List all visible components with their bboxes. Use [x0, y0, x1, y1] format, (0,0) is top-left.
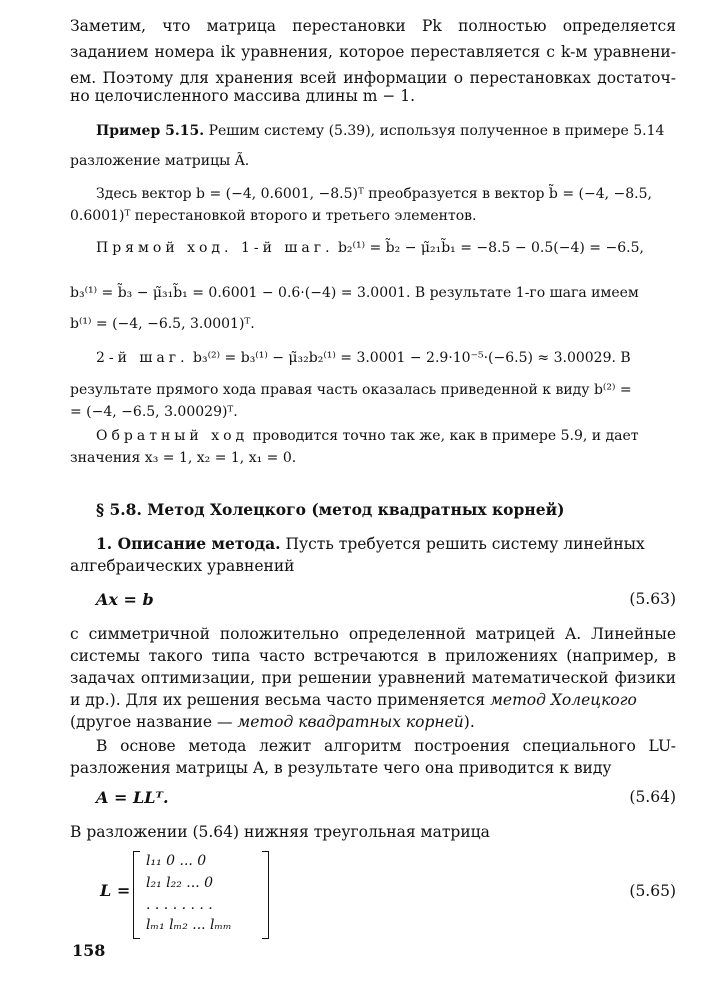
method-description-line: [96, 534, 676, 554]
text-line: с симметричной положительно определенной матрицей A. Линейные: [70, 625, 676, 643]
text-line: задачах оптимизации, при решении уравнений математической физики: [70, 669, 676, 687]
matrix-row: . . . . . . . .: [146, 897, 213, 913]
equation-number: (5.64): [629, 788, 676, 806]
text-line: но целочисленного массива длины m − 1.: [70, 87, 416, 105]
text-line: значения x₃ = 1, x₂ = 1, x₁ = 0.: [70, 450, 297, 466]
text-line: заданием номера ik уравнения, которое переставляется с k-м уравнени-: [70, 43, 676, 61]
text-line: [70, 690, 676, 710]
forward-text: b₂⁽¹⁾ = b̃₂ − μ̃₂₁b̃₁ = −8.5 − 0.5(−4) = −6.5,: [337, 240, 644, 256]
equation-number: (5.63): [629, 590, 676, 608]
text-line: b⁽¹⁾ = (−4, −6.5, 3.0001)ᵀ.: [70, 316, 255, 332]
text-line: ем. Поэтому для хранения всей информации о перестановках достаточ-: [70, 69, 676, 87]
step2-text: b₃⁽²⁾ = b₃⁽¹⁾ − μ̃₃₂b₂⁽¹⁾ = 3.0001 − 2.9·10⁻⁵·(−6.5) ≈ 3.00029. В: [193, 350, 631, 366]
step2-line: [96, 348, 676, 368]
back-text: проводится точно так же, как в примере 5.9, и дает: [252, 428, 639, 444]
matrix-L: [100, 851, 290, 941]
text-line: Заметим, что матрица перестановки Pk полностью определяется: [70, 17, 676, 35]
matrix-row: l₁₁ 0 ... 0: [146, 853, 207, 869]
text-line: [70, 712, 676, 732]
back-line: [96, 426, 676, 446]
right-bracket: [262, 851, 269, 939]
text-segment: (другое название —: [70, 713, 233, 731]
method-label: 1. Описание метода.: [96, 534, 281, 553]
text-segment: ).: [463, 713, 475, 731]
section-heading: § 5.8. Метод Холецкого (метод квадратных корней): [96, 500, 565, 519]
equation-5-64: A = LLᵀ.: [96, 788, 169, 807]
example-label: Пример 5.15.: [96, 123, 205, 139]
back-label: Обратный ход: [96, 428, 249, 444]
forward-step1-line: [96, 238, 676, 258]
text-line: алгебраических уравнений: [70, 557, 295, 575]
emphasis: метод квадратных корней: [237, 713, 464, 731]
example-line: [96, 121, 676, 141]
matrix-row: lₘ₁ lₘ₂ ... lₘₘ: [146, 917, 232, 933]
text-line: разложения матрицы A, в результате чего она приводится к виду: [70, 759, 612, 777]
page-number: 158: [72, 941, 106, 960]
text-line: разложение матрицы Ã.: [70, 153, 250, 169]
text-line: системы такого типа часто встречаются в приложениях (например, в: [70, 647, 676, 665]
text-segment: и др.). Для их решения весьма часто применяется: [70, 691, 486, 709]
equation-number: (5.65): [629, 882, 676, 900]
left-bracket: [133, 851, 140, 939]
emphasis: метод Холецкого: [490, 691, 637, 709]
text-line: Здесь вектор b = (−4, 0.6001, −8.5)ᵀ преобразуется в вектор b̃ = (−4, −8.5,: [96, 186, 652, 202]
step2-label: 2-й шаг.: [96, 350, 189, 366]
text-line: В разложении (5.64) нижняя треугольная матрица: [70, 823, 490, 841]
text-line: результате прямого хода правая часть оказалась приведенной к виду b⁽²⁾ =: [70, 382, 632, 398]
text-line: В основе метода лежит алгоритм построения специального LU-: [96, 737, 676, 755]
equation-5-63: Ax = b: [96, 590, 154, 609]
text-line: = (−4, −6.5, 3.00029)ᵀ.: [70, 404, 238, 420]
forward-label: Прямой ход. 1-й шаг.: [96, 240, 334, 256]
text-line: b₃⁽¹⁾ = b̃₃ − μ̃₃₁b̃₁ = 0.6001 − 0.6·(−4) = 3.0001. В результате 1-го шага имеем: [70, 285, 639, 301]
text-line: 0.6001)ᵀ перестановкой второго и третьего элементов.: [70, 208, 477, 224]
matrix-label: L =: [100, 881, 131, 900]
method-text: Пусть требуется решить систему линейных: [285, 535, 645, 553]
example-text: Решим систему (5.39), используя полученное в примере 5.14: [208, 123, 665, 139]
matrix-row: l₂₁ l₂₂ ... 0: [146, 875, 214, 891]
